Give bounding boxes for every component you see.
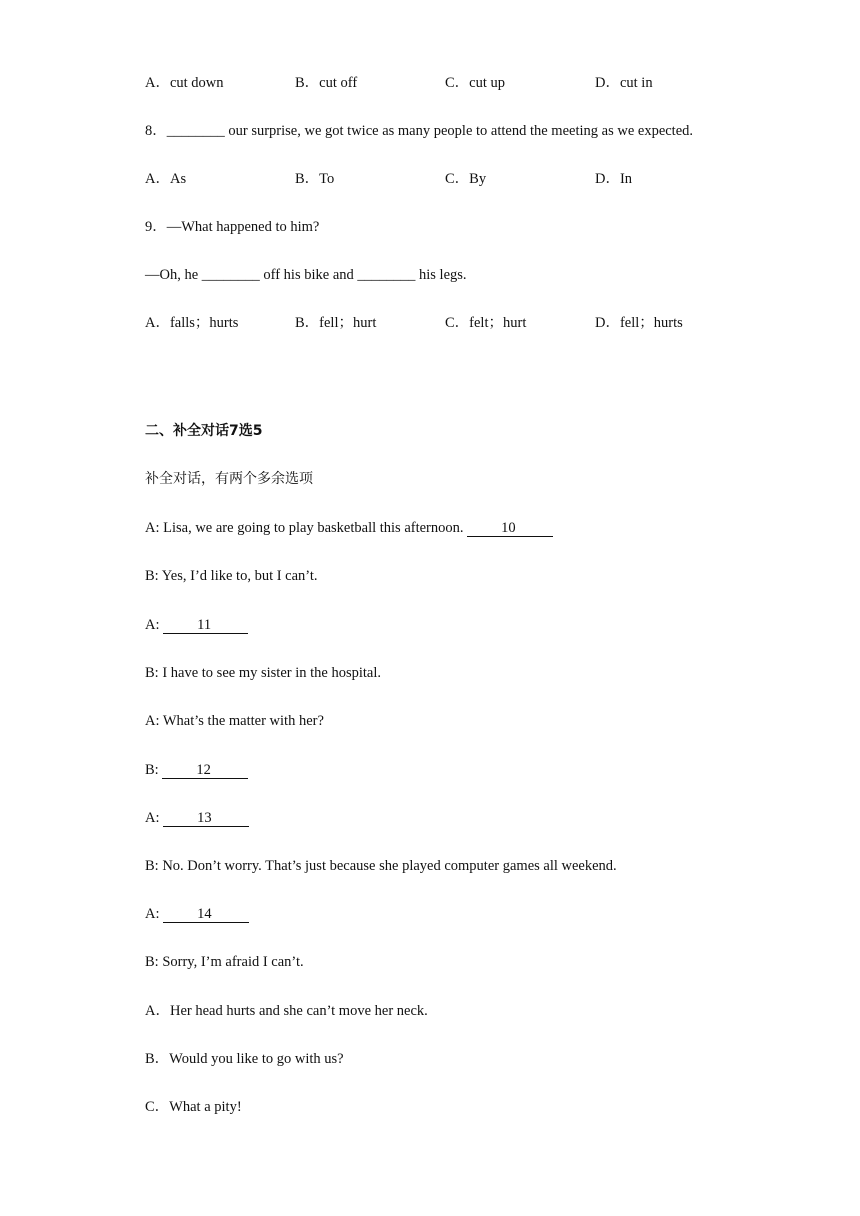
blank-14 [163, 906, 249, 923]
dialogue-line-6 [145, 760, 248, 780]
section-instruction: 补全对话，有两个多余选项 [145, 471, 313, 487]
q7-option-d: D．cut in [595, 75, 653, 91]
dialogue-line-3-speaker: A: [145, 617, 164, 633]
dialogue-line-4: B: I have to see my sister in the hospital. [145, 665, 381, 681]
dialogue-line-10: B: Sorry, I’m afraid I can’t. [145, 954, 304, 970]
dialogue-line-8: B: No. Don’t worry. That’s just because she played computer games all weekend. [145, 858, 617, 874]
dialogue-line-3 [145, 615, 248, 635]
dialogue-line-6-speaker: B: [145, 762, 163, 778]
q8-stem: 8．________ our surprise, we got twice as many people to attend the meeting as we expected. [145, 123, 694, 139]
blank-12 [162, 762, 248, 779]
dialogue-line-7 [145, 808, 249, 828]
choice-c: C．What a pity! [145, 1099, 242, 1115]
q8-option-b: B．To [295, 171, 335, 187]
q9-option-c: C．felt；hurt [445, 315, 527, 331]
dialogue-line-7-speaker: A: [145, 810, 164, 826]
q8-option-d: D．In [595, 171, 633, 187]
dialogue-line-5: A: What’s the matter with her? [145, 713, 324, 729]
blank-11-number: 11 [197, 617, 212, 633]
q9-stem: 9．—What happened to him? [145, 219, 320, 235]
q7-option-b: B．cut off [295, 75, 358, 91]
q9-option-a: A．falls；hurts [145, 315, 239, 331]
blank-11 [163, 617, 248, 634]
blank-13 [163, 810, 249, 827]
q9-stem-response: —Oh, he ________ off his bike and ________ his legs. [145, 267, 467, 283]
q9-option-d: D．fell；hurts [595, 315, 683, 331]
blank-12-number: 12 [196, 762, 211, 778]
dialogue-line-9 [145, 904, 249, 924]
dialogue-line-9-speaker: A: [145, 906, 164, 922]
q9-option-b: B．fell；hurt [295, 315, 377, 331]
blank-14-number: 14 [197, 906, 212, 922]
q8-option-c: C．By [445, 171, 487, 187]
blank-10-number: 10 [501, 520, 516, 536]
blank-13-number: 13 [197, 810, 212, 826]
dialogue-line-1-text: A: Lisa, we are going to play basketball this afternoon. [145, 520, 468, 536]
choice-a: A．Her head hurts and she can’t move her neck. [145, 1003, 428, 1019]
q7-option-c: C．cut up [445, 75, 506, 91]
section-heading: 二、补全对话7选5 [145, 423, 263, 439]
dialogue-line-2: B: Yes, I’d like to, but I can’t. [145, 568, 318, 584]
q7-option-a: A．cut down [145, 75, 224, 91]
choice-b: B．Would you like to go with us? [145, 1051, 344, 1067]
blank-10 [467, 520, 553, 537]
dialogue-line-1 [145, 518, 553, 538]
q8-option-a: A．As [145, 171, 187, 187]
